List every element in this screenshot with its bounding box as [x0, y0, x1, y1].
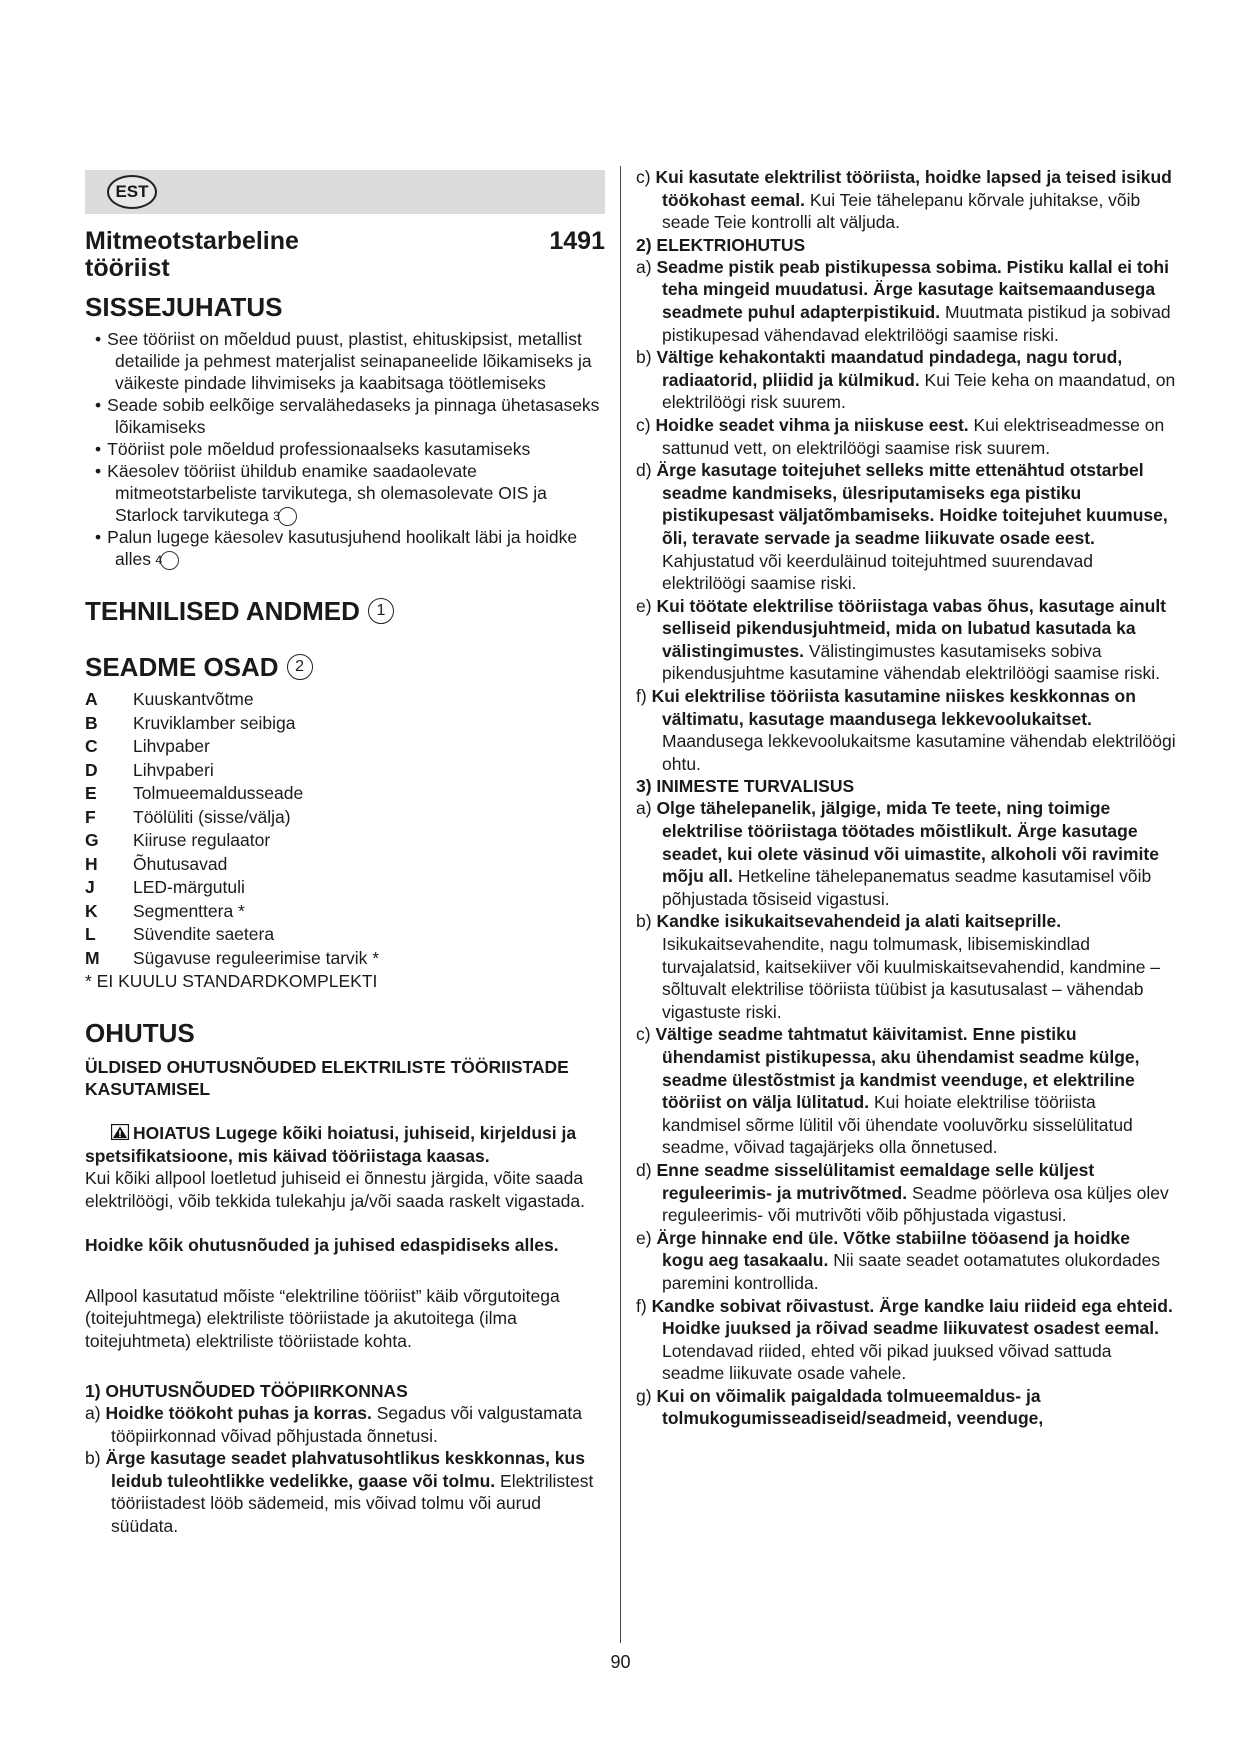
section-3-title: 3) INIMESTE TURVALISUS: [636, 776, 855, 797]
parts-heading-text: SEADME OSAD: [85, 652, 279, 682]
parts-row: [85, 782, 605, 806]
intro-bullet-text: Käesolev tööriist ühildub enamike saadaolevate mitmeotstarbeliste tarvikutega, sh olemasolevate OIS ja Starlock tarvikutega: [107, 461, 547, 525]
language-bar: [85, 170, 605, 214]
parts-heading: [85, 652, 605, 682]
left-column: [85, 170, 605, 1538]
item-letter: c): [636, 414, 651, 435]
part-label: Kruviklamber seibiga: [133, 712, 296, 733]
intro-bullet-text: See tööriist on mõeldud puust, plastist, ehituskipsist, metallist detailide ja pehmest materjalist seinapaneelide lõikamiseks ja väikeste pindade lihvimiseks ja kaabitsaga töötlemiseks: [107, 329, 592, 393]
warning-paragraph: [85, 1122, 605, 1167]
warning-bold-text: HOIATUS Lugege kõiki hoiatusi, juhiseid, kirjeldusi ja spetsifikatsioone, mis käivad tööriistaga kaasas.: [85, 1123, 577, 1166]
item-letter: b): [85, 1448, 101, 1469]
item-text: Kui Teie keha on maandatud, on elektrilöögi risk suurem.: [662, 369, 1176, 413]
safety-item: [636, 797, 1176, 910]
intro-bullet: [85, 394, 605, 438]
parts-note: * EI KUULU STANDARDKOMPLEKTI: [85, 971, 378, 991]
item-letter: d): [636, 460, 652, 481]
safety-item: [636, 1295, 1176, 1385]
part-key: K: [85, 900, 98, 921]
part-key: G: [85, 830, 99, 850]
item-letter: e): [636, 595, 652, 616]
figure-ref-2: 2: [287, 654, 313, 680]
item-text: Kahjustatud või keerduläinud toitejuhtmed suurendavad elektrilöögi saamise riski.: [662, 550, 1093, 594]
item-text: Kui hoiate elektrilise tööriista kandmisel sõrme lülitil või ühendate vooluvõrku sisselülitatud seadme, võivad tagajärjeks olla õnnetused.: [662, 1092, 1133, 1158]
item-text: Lotendavad riided, ehted või pikad juuksed võivad sattuda seadme liikuvate osade vahele.: [662, 1340, 1112, 1384]
part-key: E: [85, 783, 97, 803]
safety-heading-text: OHUTUS: [85, 1018, 195, 1048]
part-label: Kuuskantvõtme: [133, 689, 254, 709]
item-text: Seadme pöörleva osa küljes olev reguleerimis- või mutrivõti võib põhjustada vigastusi.: [662, 1182, 1169, 1226]
intro-heading-text: SISSEJUHATUS: [85, 292, 283, 322]
part-key: A: [85, 689, 98, 709]
section-2-title: 2) ELEKTRIOHUTUS: [636, 234, 806, 255]
item-text: Hetkeline tähelepanematus seadme kasutamisel võib põhjustada tõsiseid vigastusi.: [662, 866, 1152, 909]
item-bold: Ärge hinnake end üle. Võtke stabiilne tööasend ja hoidke kogu aeg tasakaalu.: [656, 1227, 1131, 1271]
item-letter: e): [636, 1227, 652, 1248]
warning-text: Kui kõiki allpool loetletud juhiseid ei õnnestu järgida, võite saada elektrilöögi, võib tekkida tulekahju ja/või saada raskelt vigastada.: [85, 1168, 586, 1211]
safety-item: [636, 346, 1176, 414]
parts-row: [85, 759, 605, 783]
parts-list: [85, 688, 605, 970]
item-letter: c): [636, 1024, 651, 1045]
item-bold: Vältige seadme tahtmatut käivitamist. Enne pistiku ühendamist pistikupessa, aku ühendamist seadme külge, seadme ülestõstmist ja kandmist veenduge, et elektriline tööriist on välja lülitatud.: [655, 1024, 1140, 1113]
language-badge: EST: [107, 175, 157, 209]
parts-row: [85, 876, 605, 900]
item-text: Välistingimustes kasutamiseks sobiva pikendusjuhtme kasutamine vähendab elektrilöögi saamise riski.: [662, 640, 1161, 684]
part-key: J: [85, 877, 95, 897]
part-label: Tolmueemaldusseade: [133, 783, 304, 803]
item-bold: Kandke isikukaitsevahendeid ja alati kaitseprille.: [656, 911, 1062, 932]
parts-row: [85, 923, 605, 947]
intro-list: [85, 328, 605, 570]
item-bold: Kui kasutate elektrilist tööriista, hoidke lapsed ja teised isikud töökohast eemal.: [655, 167, 1172, 210]
intro-heading: [85, 292, 605, 322]
parts-row: [85, 900, 605, 924]
part-label: Kiiruse regulaator: [133, 830, 271, 850]
item-bold: Ärge kasutage seadet plahvatusohtlikus keskkonnas, kus leidub tuleohtlikke vedelikke, gaase või tolmu.: [105, 1448, 585, 1491]
product-title: [85, 228, 605, 282]
safety-item: [85, 1402, 605, 1447]
definition-paragraph: Allpool kasutatud mõiste “elektriline tööriist” käib võrgutoitega (toitejuhtmega) elektriliste tööriistade ja akutoitega (ilma toitejuhtmeta) elektriliste tööriistade kohta.: [85, 1285, 560, 1351]
item-bold: Kandke sobivat rõivastust. Ärge kandke laiu riideid ega ehteid. Hoidke juuksed ja rõivad seadme liikuvatest osadest eemal.: [651, 1295, 1173, 1339]
item-letter: b): [636, 347, 652, 368]
intro-bullet: [85, 460, 605, 526]
item-bold: Olge tähelepanelik, jälgige, mida Te teete, ning toimige elektrilise tööriistaga töötades mõistlikult. Ärge kasutage seadet, kui olete väsinud või uimastite, alkoholi või ravimite mõju all.: [656, 798, 1159, 887]
part-key: M: [85, 947, 100, 968]
parts-row: [85, 688, 605, 712]
warning-icon: [111, 1124, 129, 1140]
item-bold: Enne seadme sisselülitamist eemaldage selle küljest reguleerimis- ja mutrivõtmed.: [656, 1159, 1095, 1203]
item-text: Muutmata pistikud ja sobivad pistikupesad vähendavad elektrilöögi saamise riski.: [662, 301, 1171, 345]
item-letter: d): [636, 1159, 652, 1180]
safety-item: [636, 595, 1176, 685]
item-bold: Hoidke töökoht puhas ja korras.: [105, 1403, 372, 1423]
parts-row: [85, 806, 605, 830]
model-number: 1491: [549, 227, 605, 255]
parts-row: [85, 947, 605, 971]
item-bold: Seadme pistik peab pistikupessa sobima. Pistiku kallal ei tohi teha mingeid muudatusi. Ärge kasutage kaitsemaandusega seadmete puhul adapterpistikuid.: [656, 256, 1169, 322]
item-text: Segadus või valgustamata tööpiirkonnad võivad põhjustada õnnetusi.: [111, 1403, 583, 1446]
item-letter: a): [636, 256, 652, 277]
part-label: Lihvpaberi: [133, 759, 214, 780]
safety-item: [636, 1023, 1176, 1159]
item-text: Elektrilistest tööriistadest lööb sädemeid, mis võivad tolmu või aurud süüdata.: [111, 1470, 594, 1536]
page-number: 90: [610, 1652, 631, 1672]
part-key: H: [85, 853, 98, 874]
tech-heading-text: TEHNILISED ANDMED: [85, 596, 360, 626]
item-text: Isikukaitsevahendite, nagu tolmumask, libisemiskindlad turvajalatsid, kaitsekiiver või kuulmiskaitsevahendid, kandmine – sõltuvalt elektrilise tööriista tüübist ja kasutusalast – vähendab vigastuste riski.: [662, 934, 1161, 1022]
product-name: [85, 228, 299, 282]
item-text: Nii saate seadet ootamatutes olukordades paremini kontrollida.: [662, 1250, 1161, 1293]
figure-ref-3: 3: [278, 507, 297, 526]
item-letter: f): [636, 686, 647, 707]
intro-bullet: [85, 438, 605, 460]
safety-item: [636, 414, 1176, 459]
part-label: Segmenttera *: [133, 900, 245, 921]
item-text: Kui elektriseadmesse on sattunud vett, on elektrilöögi saamise risk suurem.: [662, 414, 1165, 458]
safety-item: [636, 910, 1176, 1023]
item-letter: g): [636, 1385, 652, 1406]
item-letter: f): [636, 1295, 647, 1316]
item-bold: Kui on võimalik paigaldada tolmueemaldus- ja tolmukogumisseadiseid/seadmeid, veenduge,: [656, 1385, 1044, 1429]
safety-item: [636, 256, 1176, 346]
product-name-line1: Mitmeotstarbeline: [85, 227, 299, 255]
safety-item: [636, 1227, 1176, 1295]
safety-item: [85, 1447, 605, 1537]
keep-instructions: [85, 1234, 605, 1257]
part-key: D: [85, 759, 98, 780]
part-label: Sügavuse reguleerimise tarvik *: [133, 947, 380, 968]
part-key: L: [85, 924, 96, 944]
item-bold: Kui töötate elektrilise tööriistaga vabas õhus, kasutage ainult selliseid pikendusjuhtmeid, mida on lubatud kasutada ka välistingimustes.: [656, 595, 1167, 661]
part-label: Lihvpaber: [133, 736, 210, 756]
intro-bullet: [85, 328, 605, 394]
item-letter: b): [636, 911, 652, 932]
item-bold: Hoidke seadet vihma ja niiskuse eest.: [655, 414, 969, 435]
parts-row: [85, 712, 605, 736]
item-letter: a): [636, 798, 652, 819]
column-divider: [620, 166, 621, 1643]
figure-ref-4: 4: [160, 551, 179, 570]
parts-row: [85, 829, 605, 853]
section-1-title: 1) OHUTUSNÕUDED TÖÖPIIRKONNAS: [85, 1381, 408, 1401]
item-letter: c): [636, 167, 651, 187]
right-column: [636, 166, 1176, 1430]
item-text: Kui Teie tähelepanu kõrvale juhitakse, võib seade Teie kontrolli alt väljuda.: [662, 189, 1141, 233]
tech-heading: [85, 596, 605, 626]
parts-row: [85, 853, 605, 877]
parts-row: [85, 735, 605, 759]
item-letter: a): [85, 1403, 101, 1423]
intro-bullet-text: Tööriist pole mõeldud professionaalseks kasutamiseks: [107, 439, 531, 459]
keep-instructions-text: Hoidke kõik ohutusnõuded ja juhised edaspidiseks alles.: [85, 1235, 559, 1255]
safety-item: [636, 685, 1176, 775]
part-label: Töölüliti (sisse/välja): [133, 806, 291, 827]
item-bold: Kui elektrilise tööriista kasutamine niiskes keskkonnas on vältimatu, kasutage maandusega lekkevoolukaitset.: [651, 686, 1136, 729]
intro-bullet-text: Palun lugege käesolev kasutusjuhend hoolikalt läbi ja hoidke alles: [107, 527, 578, 569]
part-label: LED-märgutuli: [133, 877, 245, 897]
part-key: C: [85, 736, 98, 756]
item-text: Maandusega lekkevoolukaitsme kasutamine vähendab elektrilöögi ohtu.: [662, 731, 1176, 774]
part-label: Õhutusavad: [133, 853, 228, 874]
safety-item: [636, 166, 1176, 234]
item-bold: Vältige kehakontakti maandatud pindadega, nagu torud, radiaatorid, pliidid ja külmikud.: [656, 347, 1123, 390]
safety-item: [636, 1159, 1176, 1227]
safety-heading: [85, 1018, 605, 1048]
part-key: B: [85, 712, 98, 733]
product-name-line2: tööriist: [85, 254, 170, 282]
item-bold: Ärge kasutage toitejuhet selleks mitte ettenähtud otstarbel seadme kandmiseks, ülesriputamiseks ega pistiku pistikupesast väljatõmbamiseks. Hoidke toitejuhet kuumuse, õli, teravate servade ja seadme liikuvate osade eest.: [656, 460, 1168, 548]
part-key: F: [85, 806, 96, 827]
safety-item: [636, 1385, 1176, 1430]
figure-ref-1: 1: [368, 598, 394, 624]
safety-subheading: ÜLDISED OHUTUSNÕUDED ELEKTRILISTE TÖÖRIISTADE KASUTAMISEL: [85, 1057, 569, 1099]
part-label: Süvendite saetera: [133, 924, 275, 944]
safety-item: [636, 459, 1176, 595]
intro-bullet: [85, 526, 605, 570]
intro-bullet-text: Seade sobib eelkõige servalähedaseks ja pinnaga ühetasaseks lõikamiseks: [107, 395, 600, 437]
